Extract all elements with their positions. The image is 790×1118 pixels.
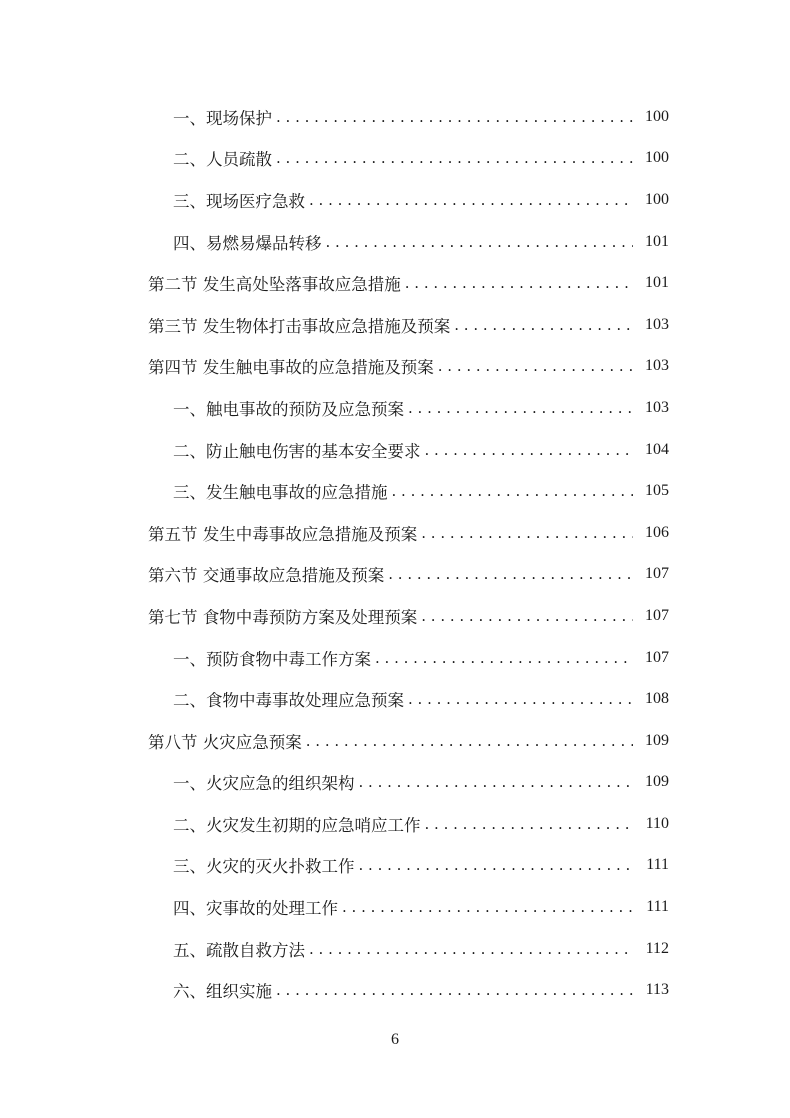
page-number: 6 xyxy=(391,1031,399,1048)
toc-dot-leader xyxy=(272,981,633,999)
toc-dot-leader xyxy=(338,898,633,916)
toc-entry-title: 第四节 发生触电事故的应急措施及预案 xyxy=(148,358,434,378)
toc-dot-leader xyxy=(272,108,633,126)
toc-dot-leader xyxy=(404,690,633,708)
toc-entry[interactable] xyxy=(0,96,790,138)
toc-entry-page: 101 xyxy=(645,274,669,292)
toc-entry[interactable] xyxy=(0,762,790,804)
toc-dot-leader xyxy=(384,565,633,583)
toc-entry[interactable] xyxy=(0,346,790,388)
toc-entry-page: 107 xyxy=(645,648,669,666)
toc-dot-leader xyxy=(305,191,633,209)
toc-entry[interactable] xyxy=(0,262,790,304)
toc-entry-page: 110 xyxy=(645,814,669,832)
toc-entry-title: 第六节 交通事故应急措施及预案 xyxy=(148,566,385,586)
toc-entry[interactable] xyxy=(0,803,790,845)
toc-entry-page: 100 xyxy=(645,107,669,125)
toc-entry-title: 二、人员疏散 xyxy=(173,150,272,170)
toc-entry[interactable] xyxy=(0,928,790,970)
toc-dot-leader xyxy=(371,649,633,667)
toc-dot-leader xyxy=(421,815,634,833)
toc-entry-title: 三、火灾的灭火扑救工作 xyxy=(173,857,355,877)
toc-entry-page: 103 xyxy=(645,357,669,375)
toc-entry-title: 四、易燃易爆品转移 xyxy=(173,233,322,253)
toc-dot-leader xyxy=(417,607,633,625)
toc-dot-leader xyxy=(421,441,634,459)
toc-entry-title: 二、火灾发生初期的应急哨应工作 xyxy=(173,815,421,835)
toc-entry-page: 108 xyxy=(645,690,669,708)
toc-dot-leader xyxy=(401,274,633,292)
toc-entry-title: 一、触电事故的预防及应急预案 xyxy=(173,399,404,419)
toc-dot-leader xyxy=(450,316,633,334)
toc-entry[interactable] xyxy=(0,678,790,720)
toc-entry-title: 第三节 发生物体打击事故应急措施及预案 xyxy=(148,316,451,336)
toc-entry-page: 104 xyxy=(645,440,669,458)
toc-entry-page: 111 xyxy=(646,898,669,916)
toc-entry-title: 第八节 火灾应急预案 xyxy=(148,732,302,752)
toc-entry-page: 101 xyxy=(645,232,669,250)
toc-entry-title: 一、现场保护 xyxy=(173,108,272,128)
toc-dot-leader xyxy=(302,732,633,750)
toc-entry[interactable] xyxy=(0,886,790,928)
toc-dot-leader xyxy=(434,357,633,375)
toc-entry[interactable] xyxy=(0,138,790,180)
toc-entry-page: 103 xyxy=(645,315,669,333)
toc-entry[interactable] xyxy=(0,512,790,554)
table-of-contents xyxy=(0,96,790,1011)
toc-entry-title: 三、现场医疗急救 xyxy=(173,191,305,211)
toc-entry-page: 109 xyxy=(645,731,669,749)
toc-entry-page: 112 xyxy=(645,939,669,957)
toc-entry[interactable] xyxy=(0,304,790,346)
toc-entry[interactable] xyxy=(0,429,790,471)
toc-entry-page: 100 xyxy=(645,149,669,167)
toc-entry-title: 四、灾事故的处理工作 xyxy=(173,899,338,919)
toc-entry-title: 第二节 发生高处坠落事故应急措施 xyxy=(148,275,401,295)
toc-dot-leader xyxy=(355,856,634,874)
toc-dot-leader xyxy=(388,482,634,500)
toc-entry[interactable] xyxy=(0,554,790,596)
toc-dot-leader xyxy=(305,940,633,958)
toc-entry-title: 第七节 食物中毒预防方案及处理预案 xyxy=(148,607,418,627)
toc-entry[interactable] xyxy=(0,179,790,221)
toc-entry[interactable] xyxy=(0,595,790,637)
toc-entry-page: 107 xyxy=(645,565,669,583)
toc-entry-page: 106 xyxy=(645,523,669,541)
toc-entry-title: 六、组织实施 xyxy=(173,982,272,1002)
toc-entry-title: 一、火灾应急的组织架构 xyxy=(173,774,355,794)
toc-entry[interactable] xyxy=(0,387,790,429)
toc-entry[interactable] xyxy=(0,720,790,762)
toc-entry-page: 111 xyxy=(646,856,669,874)
toc-dot-leader xyxy=(322,233,634,251)
toc-dot-leader xyxy=(355,773,634,791)
toc-dot-leader xyxy=(417,524,633,542)
toc-entry-page: 109 xyxy=(645,773,669,791)
toc-dot-leader xyxy=(404,399,633,417)
toc-entry-title: 五、疏散自救方法 xyxy=(173,940,305,960)
toc-entry[interactable] xyxy=(0,221,790,263)
toc-entry-title: 二、防止触电伤害的基本安全要求 xyxy=(173,441,421,461)
toc-entry[interactable] xyxy=(0,470,790,512)
toc-dot-leader xyxy=(272,149,633,167)
toc-entry-page: 100 xyxy=(645,190,669,208)
toc-entry-title: 二、食物中毒事故处理应急预案 xyxy=(173,691,404,711)
toc-entry-page: 105 xyxy=(645,482,669,500)
toc-entry-page: 103 xyxy=(645,398,669,416)
toc-entry-title: 一、预防食物中毒工作方案 xyxy=(173,649,371,669)
toc-entry[interactable] xyxy=(0,845,790,887)
toc-entry[interactable] xyxy=(0,969,790,1011)
toc-entry-title: 三、发生触电事故的应急措施 xyxy=(173,483,388,503)
toc-entry[interactable] xyxy=(0,637,790,679)
toc-entry-page: 113 xyxy=(645,981,669,999)
toc-entry-page: 107 xyxy=(645,606,669,624)
toc-entry-title: 第五节 发生中毒事故应急措施及预案 xyxy=(148,524,418,544)
